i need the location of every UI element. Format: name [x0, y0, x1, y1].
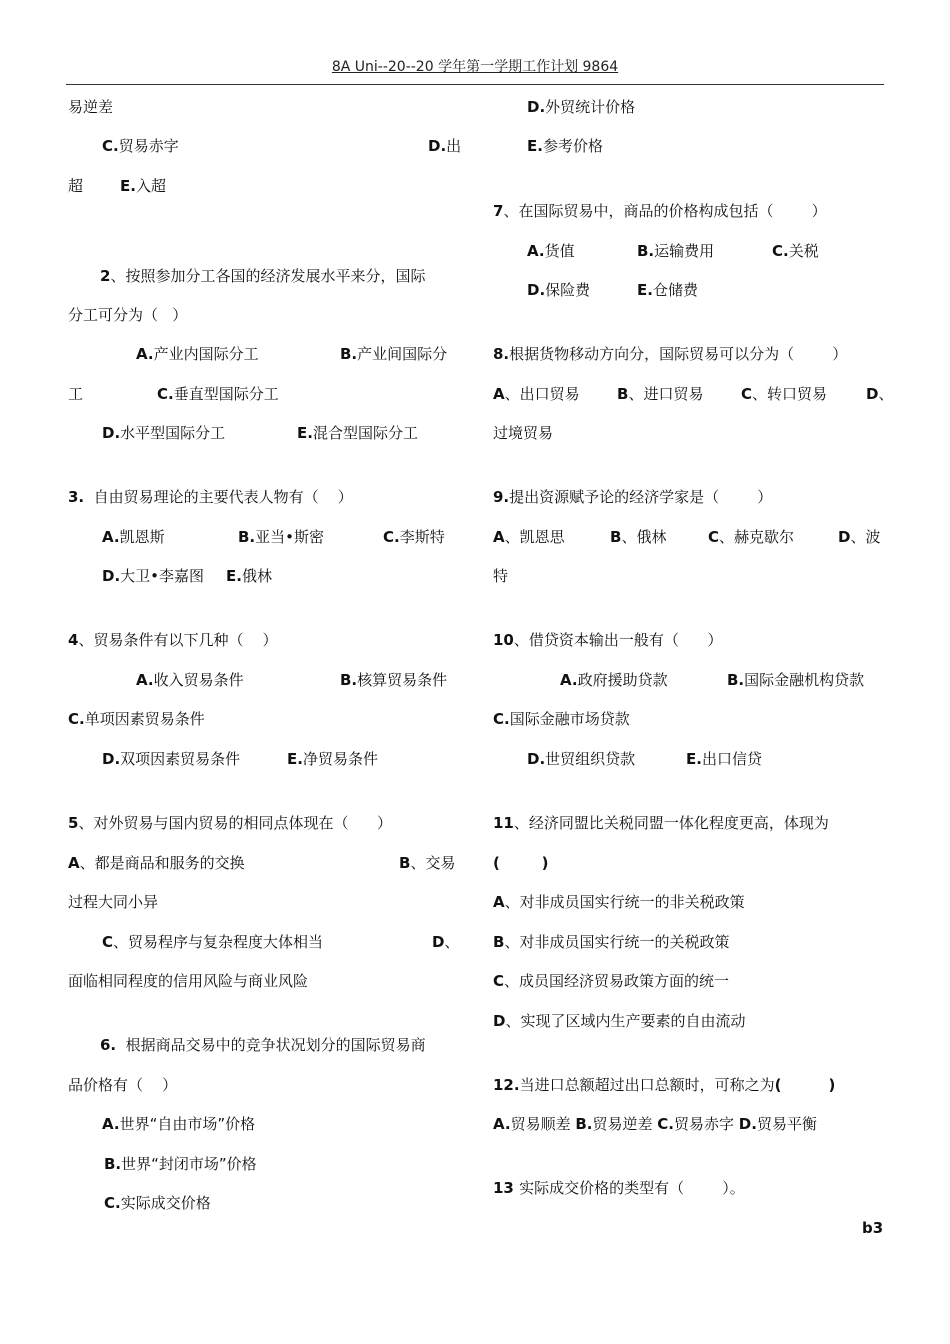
- text-run: B.: [575, 1115, 593, 1133]
- left-line: [297, 423, 418, 443]
- text-run: 、进口贸易: [628, 385, 704, 403]
- text-run: 11: [493, 814, 514, 832]
- text-run: D: [838, 528, 851, 546]
- text-run: 5: [68, 814, 79, 832]
- text-run: C.: [104, 1194, 121, 1212]
- right-line: [493, 1075, 835, 1095]
- text-run: D.: [102, 750, 121, 768]
- text-run: C: [708, 528, 720, 546]
- text-run: 世贸组织贷款: [545, 750, 636, 768]
- left-line: [120, 176, 166, 196]
- right-line: [617, 384, 703, 404]
- text-run: 、经济同盟比关税同盟一体化程度更高，体现为: [513, 814, 829, 832]
- text-run: A.: [527, 242, 545, 260]
- text-run: B.: [637, 242, 655, 260]
- text-run: 根据商品交易中的竞争状况划分的国际贸易商: [116, 1036, 426, 1054]
- text-run: B: [399, 854, 411, 872]
- text-run: 产业间国际分: [357, 345, 448, 363]
- page-header: 8A Uni--20--20 学年第一学期工作计划 9864: [331, 59, 619, 75]
- text-run: 俄林: [241, 567, 272, 585]
- text-run: B.: [238, 528, 256, 546]
- text-run: A: [493, 385, 505, 403]
- right-line: [637, 280, 698, 300]
- right-line: [493, 487, 772, 507]
- text-run: D.: [102, 567, 121, 585]
- text-run: 自由贸易理论的主要代表人物有（ ）: [84, 488, 353, 506]
- text-run: 垂直型国际分工: [173, 385, 279, 403]
- text-run: 净贸易条件: [302, 750, 378, 768]
- text-run: A.: [136, 671, 154, 689]
- left-line: [238, 527, 324, 547]
- text-run: D: [493, 1012, 506, 1030]
- text-run: 关税: [788, 242, 819, 260]
- text-run: C.: [102, 137, 119, 155]
- text-run: 4: [68, 631, 79, 649]
- text-run: 面临相同程度的信用风险与商业风险: [68, 972, 309, 990]
- text-run: B: [493, 933, 505, 951]
- right-line: [493, 423, 553, 443]
- text-run: B.: [727, 671, 745, 689]
- text-run: D: [866, 385, 879, 403]
- right-line: [493, 709, 630, 729]
- text-run: 、借贷资本输出一般有（ ）: [513, 631, 723, 649]
- left-line: [68, 630, 278, 650]
- text-run: E.: [120, 177, 136, 195]
- text-run: 贸易赤字: [118, 137, 179, 155]
- right-line: [493, 1114, 817, 1134]
- left-line: [340, 670, 447, 690]
- text-run: 入超: [135, 177, 166, 195]
- left-line: [68, 813, 392, 833]
- right-line: [493, 853, 549, 873]
- text-run: 分工可分为（ ）: [68, 306, 188, 324]
- text-run: 13: [493, 1179, 520, 1197]
- text-run: 7: [493, 202, 504, 220]
- text-run: 双项因素贸易条件: [120, 750, 241, 768]
- right-line: [527, 749, 635, 769]
- text-run: D.: [527, 750, 546, 768]
- text-run: C.: [772, 242, 789, 260]
- right-line: [493, 384, 580, 404]
- right-line: [560, 670, 668, 690]
- text-run: D: [432, 933, 445, 951]
- text-run: B: [617, 385, 629, 403]
- left-line: [102, 136, 179, 156]
- right-line: [610, 527, 666, 547]
- text-run: 实际成交价格: [120, 1194, 211, 1212]
- text-run: 、实现了区域内生产要素的自由流动: [505, 1012, 746, 1030]
- right-line: [727, 670, 864, 690]
- right-line: [493, 892, 745, 912]
- text-run: 10: [493, 631, 514, 649]
- left-line: [136, 344, 259, 364]
- right-line: [686, 749, 762, 769]
- text-run: 核算贸易条件: [357, 671, 448, 689]
- text-run: E.: [297, 424, 313, 442]
- text-run: 、对非成员国实行统一的非关税政策: [504, 893, 745, 911]
- left-line: [102, 749, 240, 769]
- text-run: 贸易逆差: [592, 1115, 658, 1133]
- page-number: b3: [862, 1219, 884, 1237]
- left-line: [287, 749, 378, 769]
- right-line: [493, 1011, 745, 1031]
- text-run: A.: [493, 1115, 511, 1133]
- text-run: D.: [428, 137, 447, 155]
- text-run: 运输费用: [654, 242, 715, 260]
- text-run: 、在国际贸易中，商品的价格构成包括（ ）: [503, 202, 827, 220]
- text-run: A: [68, 854, 80, 872]
- text-run: 特: [493, 567, 509, 585]
- left-line: [68, 709, 205, 729]
- right-line: [493, 566, 508, 586]
- text-run: 6.: [100, 1036, 117, 1054]
- right-line: [493, 971, 729, 991]
- left-line: [432, 932, 459, 952]
- text-run: 贸易平衡: [756, 1115, 817, 1133]
- left-line: [68, 853, 245, 873]
- text-run: C.: [493, 710, 510, 728]
- text-run: E.: [637, 281, 653, 299]
- left-line: [68, 487, 353, 507]
- text-run: E.: [287, 750, 303, 768]
- right-line: [527, 97, 635, 117]
- text-run: 、贸易程序与复杂程度大体相当: [113, 933, 324, 951]
- text-run: 、对非成员国实行统一的关税政策: [504, 933, 730, 951]
- text-run: 、俄林: [621, 528, 667, 546]
- text-run: E.: [527, 137, 543, 155]
- text-run: 贸易赤字: [674, 1115, 739, 1133]
- text-run: A.: [102, 528, 120, 546]
- text-run: ( ): [774, 1076, 836, 1094]
- left-line: [399, 853, 455, 873]
- text-run: 过境贸易: [493, 424, 554, 442]
- text-run: 单项因素贸易条件: [84, 710, 205, 728]
- text-run: 、成员国经济贸易政策方面的统一: [504, 972, 730, 990]
- text-run: 、按照参加分工各国的经济发展水平来分，国际: [110, 267, 426, 285]
- right-line: [493, 201, 827, 221]
- text-run: 、交易: [410, 854, 456, 872]
- text-run: 混合型国际分工: [312, 424, 418, 442]
- right-line: [527, 241, 575, 261]
- right-line: [493, 344, 847, 364]
- left-line: [102, 527, 165, 547]
- left-line: [68, 176, 83, 196]
- text-run: 参考价格: [542, 137, 603, 155]
- text-run: 亚当•斯密: [255, 528, 324, 546]
- text-run: 当进口总额超过出口总额时，可称之为: [519, 1076, 775, 1094]
- right-line: [493, 630, 723, 650]
- left-line: [102, 1114, 255, 1134]
- right-line: [866, 384, 893, 404]
- left-line: [68, 305, 187, 325]
- text-run: 12.: [493, 1076, 520, 1094]
- text-run: C.: [383, 528, 400, 546]
- text-run: 水平型国际分工: [120, 424, 226, 442]
- text-run: 政府援助贷款: [577, 671, 668, 689]
- left-line: [428, 136, 461, 156]
- text-run: D.: [527, 281, 546, 299]
- text-run: 、: [878, 385, 894, 403]
- text-run: 产业内国际分工: [153, 345, 259, 363]
- text-run: C.: [68, 710, 85, 728]
- text-run: C.: [657, 1115, 675, 1133]
- text-run: 、波: [850, 528, 881, 546]
- text-run: C: [741, 385, 753, 403]
- text-run: E.: [686, 750, 702, 768]
- text-run: 、都是商品和服务的交换: [79, 854, 245, 872]
- text-run: 出口信贷: [701, 750, 762, 768]
- right-line: [493, 813, 829, 833]
- left-line: [68, 384, 83, 404]
- left-line: [68, 97, 113, 117]
- right-line: [493, 1178, 745, 1198]
- text-run: 、出口贸易: [504, 385, 580, 403]
- right-line: [772, 241, 819, 261]
- text-run: 品价格有（ ）: [68, 1076, 178, 1094]
- text-run: 出: [446, 137, 462, 155]
- text-run: C: [493, 972, 505, 990]
- text-run: 外贸统计价格: [545, 98, 636, 116]
- right-line: [527, 280, 590, 300]
- text-run: 、: [444, 933, 460, 951]
- text-run: 国际金融机构贷款: [744, 671, 865, 689]
- right-line: [838, 527, 880, 547]
- left-line: [68, 971, 308, 991]
- text-run: A.: [136, 345, 154, 363]
- text-run: 8.: [493, 345, 510, 363]
- text-run: 、转口贸易: [752, 385, 828, 403]
- text-run: B: [610, 528, 622, 546]
- left-line: [68, 892, 158, 912]
- text-run: B.: [340, 345, 358, 363]
- header-rule: [66, 84, 884, 85]
- text-run: E.: [226, 567, 242, 585]
- text-run: 根据货物移动方向分，国际贸易可以分为（ ）: [509, 345, 848, 363]
- text-run: B.: [340, 671, 358, 689]
- left-line: [104, 1193, 211, 1213]
- text-run: ( ): [493, 854, 549, 872]
- right-line: [527, 136, 603, 156]
- left-line: [226, 566, 272, 586]
- left-line: [102, 566, 204, 586]
- text-run: 国际金融市场贷款: [509, 710, 630, 728]
- text-run: 世界“封闭市场”价格: [121, 1155, 257, 1173]
- text-run: D.: [738, 1115, 757, 1133]
- right-line: [637, 241, 714, 261]
- right-line: [493, 527, 565, 547]
- right-line: [708, 527, 794, 547]
- left-line: [157, 384, 279, 404]
- left-line: [100, 266, 425, 286]
- text-run: 实际成交价格的类型有（ ）。: [519, 1179, 745, 1197]
- text-run: C: [102, 933, 114, 951]
- text-run: 凯恩斯: [119, 528, 165, 546]
- left-line: [100, 1035, 426, 1055]
- left-line: [102, 423, 225, 443]
- left-line: [68, 1075, 177, 1095]
- left-line: [340, 344, 447, 364]
- text-run: 、赫克歇尔: [719, 528, 795, 546]
- left-line: [104, 1154, 257, 1174]
- text-run: 收入贸易条件: [153, 671, 244, 689]
- text-run: B.: [104, 1155, 122, 1173]
- text-run: A.: [560, 671, 578, 689]
- text-run: 大卫•李嘉图: [120, 567, 205, 585]
- text-run: 9.: [493, 488, 510, 506]
- left-line: [136, 670, 244, 690]
- text-run: 3.: [68, 488, 85, 506]
- text-run: D.: [102, 424, 121, 442]
- left-line: [383, 527, 445, 547]
- text-run: 、凯恩思: [504, 528, 565, 546]
- text-run: 提出资源赋予论的经济学家是（ ）: [509, 488, 773, 506]
- text-run: 超: [68, 177, 84, 195]
- text-run: 仓储费: [652, 281, 698, 299]
- right-line: [493, 932, 729, 952]
- text-run: A: [493, 893, 505, 911]
- left-line: [102, 932, 323, 952]
- text-run: C.: [157, 385, 174, 403]
- text-run: D.: [527, 98, 546, 116]
- text-run: 工: [68, 385, 84, 403]
- text-run: A: [493, 528, 505, 546]
- text-run: 过程大同小异: [68, 893, 159, 911]
- text-run: 易逆差: [68, 98, 114, 116]
- text-run: 李斯特: [399, 528, 445, 546]
- text-run: 贸易顺差: [510, 1115, 576, 1133]
- text-run: A.: [102, 1115, 120, 1133]
- text-run: 保险费: [545, 281, 591, 299]
- text-run: 世界“自由市场”价格: [119, 1115, 256, 1133]
- text-run: 、对外贸易与国内贸易的相同点体现在（ ）: [78, 814, 393, 832]
- text-run: 、贸易条件有以下几种（ ）: [78, 631, 278, 649]
- right-line: [741, 384, 827, 404]
- text-run: 货值: [544, 242, 575, 260]
- text-run: 2: [100, 267, 111, 285]
